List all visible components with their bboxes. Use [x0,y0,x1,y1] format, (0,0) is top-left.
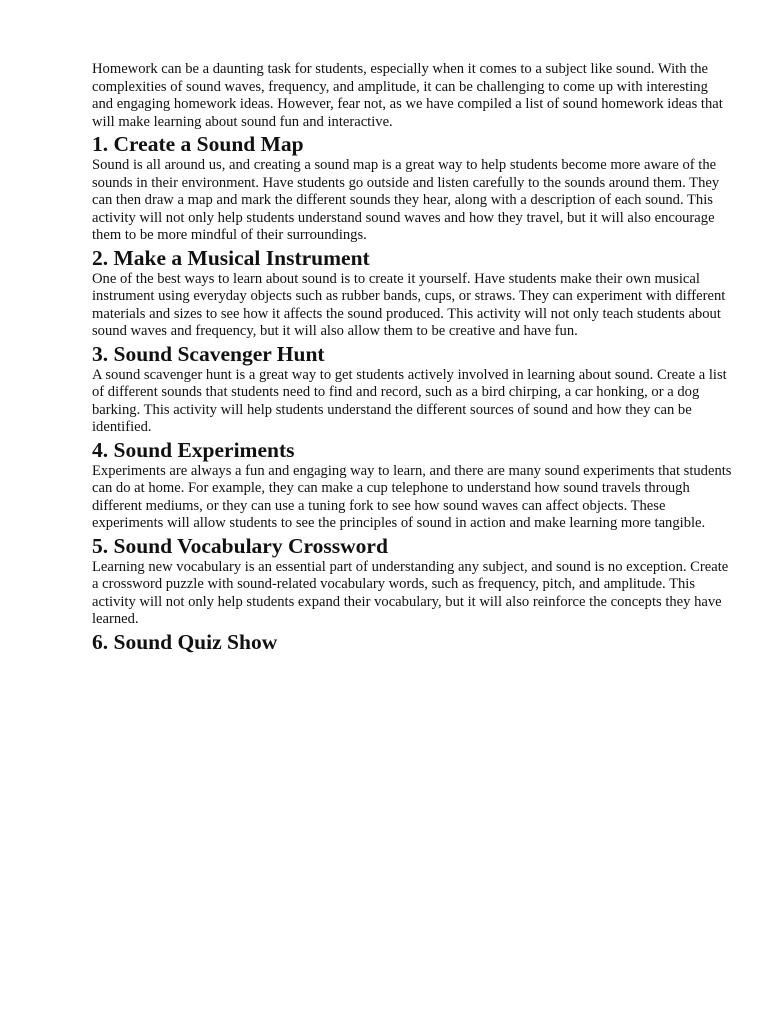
document-page [92,61,732,655]
section-heading-musical-instrument: 2. Make a Musical Instrument [92,245,370,270]
section-heading-scavenger-hunt: 3. Sound Scavenger Hunt [92,341,325,366]
section-body-scavenger-hunt: A sound scavenger hunt is a great way to get students actively involved in learning about sound. Create a list of different sounds that students need to find and record, such as a bird chirping, a car honking, or a dog barking. This activity will help students understand the different sources of sound and how they can be identified. [92,366,727,435]
section-body-musical-instrument: One of the best ways to learn about sound is to create it yourself. Have students make their own musical instrument using everyday objects such as rubber bands, cups, or straws. They can experiment with different materials and sizes to see how it affects the sound produced. This activity will not only teach students about sound waves and frequency, but it will also allow them to be creative and have fun. [92,270,726,339]
section-body-sound-map: Sound is all around us, and creating a sound map is a great way to help students become more aware of the sounds in their environment. Have students go outside and listen carefully to the sounds around them. They can then draw a map and mark the different sounds they hear, along with a description of each sound. This activity will not only help students understand sound waves and how they travel, but it will also encourage them to be more mindful of their surroundings. [92,157,720,243]
section-body-vocabulary-crossword: Learning new vocabulary is an essential part of understanding any subject, and sound is no exception. Create a crossword puzzle with sound-related vocabulary words, such as frequency, pitch, and amplitude. This activity will not only help students expand their vocabulary, but it will also reinforce the concepts they have learned. [92,558,729,627]
section-heading-sound-experiments: 4. Sound Experiments [92,437,295,462]
section-body-sound-experiments: Experiments are always a fun and engaging way to learn, and there are many sound experiments that students can do at home. For example, they can make a cup telephone to understand how sound travels through different mediums, or they can use a tuning fork to see how sound waves can affect objects. These experiments will allow students to see the principles of sound in action and make learning more tangible. [92,462,732,531]
intro-paragraph: Homework can be a daunting task for students, especially when it comes to a subject like sound. With the complexities of sound waves, frequency, and amplitude, it can be challenging to come up with interesting and engaging homework ideas. However, fear not, as we have compiled a list of sound homework ideas that will make learning about sound fun and interactive. [92,61,723,130]
section-heading-vocabulary-crossword: 5. Sound Vocabulary Crossword [92,533,388,558]
section-heading-quiz-show: 6. Sound Quiz Show [92,629,278,654]
section-heading-sound-map: 1. Create a Sound Map [92,132,304,156]
